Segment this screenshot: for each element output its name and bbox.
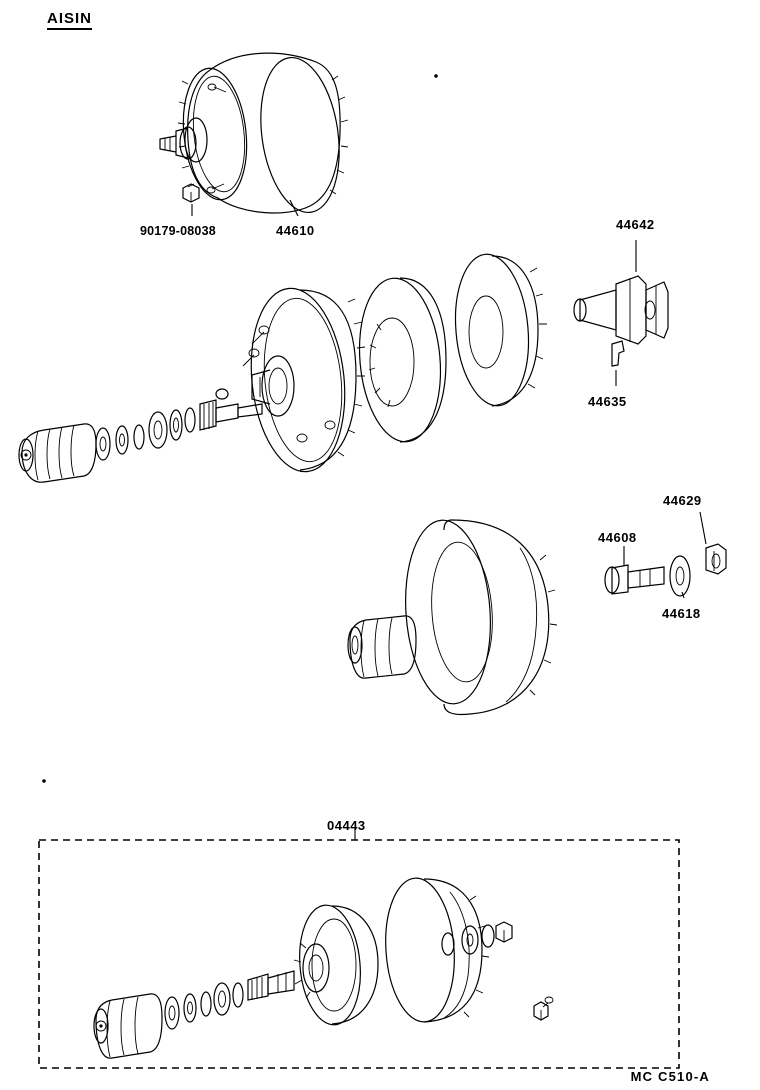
lower-shell xyxy=(400,517,557,714)
diaphragm-plate xyxy=(353,275,447,445)
valve-push-rod xyxy=(200,389,262,430)
clip-44635 xyxy=(612,341,624,386)
part-label-44610: 44610 xyxy=(276,223,315,238)
pin-44608 xyxy=(605,546,664,594)
booster-assembly-top xyxy=(160,52,348,217)
front-shell xyxy=(243,284,365,477)
dust-boot xyxy=(19,424,96,482)
part-label-44635: 44635 xyxy=(588,394,627,409)
brand-title: AISIN xyxy=(47,10,92,30)
booster-exploded-middle xyxy=(19,240,668,482)
part-label-44629: 44629 xyxy=(663,493,702,508)
washer-44618 xyxy=(670,556,690,598)
clip-44629 xyxy=(700,512,726,574)
nut-90179 xyxy=(183,184,199,202)
part-label-04443: 04443 xyxy=(327,818,366,833)
clevis-44642 xyxy=(574,240,668,344)
lower-bellows xyxy=(348,616,416,678)
sheet-code: MC C510-A xyxy=(630,1069,710,1084)
repair-kit-box xyxy=(39,828,679,1068)
part-label-44618: 44618 xyxy=(662,606,701,621)
part-label-44642: 44642 xyxy=(616,217,655,232)
part-label-90179-08038: 90179-08038 xyxy=(140,224,216,238)
washers-row xyxy=(96,408,195,460)
kit-contents xyxy=(94,876,553,1058)
part-label-44608: 44608 xyxy=(598,530,637,545)
rear-shell xyxy=(450,251,547,409)
kit-nut xyxy=(534,997,553,1020)
